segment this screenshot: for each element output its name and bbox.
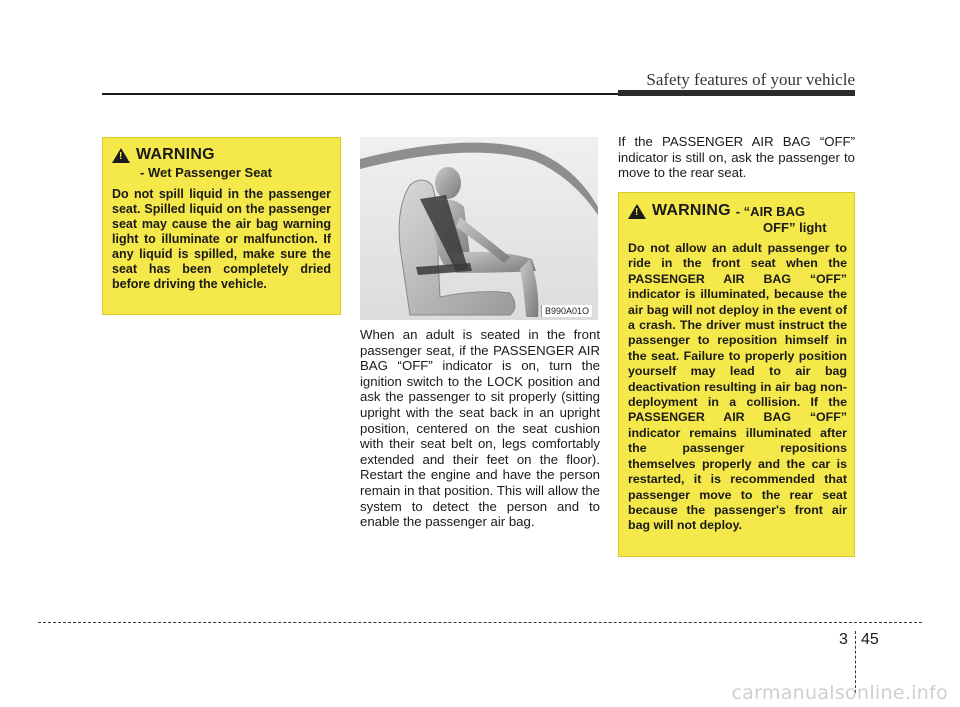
warning-subtitle-line2: OFF” light — [763, 220, 827, 235]
footer-rule — [38, 622, 922, 623]
figure-code: B990A01O — [541, 305, 592, 317]
body-text-column-2: When an adult is seated in the front passenger seat, if the PASSENGER AIR BAG “OFF” indicator is on, turn the ignition switch to the LOCK position and ask the passenger to sit properly (sitting upright with the seat back in an upright position, centered on the seat cushion with their seat belt on, legs comfortably extended and their feet on the floor). Restart the engine and have the person remain in that position. This will allow the system to detect the person and to enable the passenger air bag. — [360, 327, 600, 530]
warning-body: Do not allow an adult passenger to ride in the front seat when the PASSENGER AIR BAG “OFF” indicator is illuminated, because the air bag will not deploy in the event of a crash. The driver must instruct the passenger to reposition himself in the seat. Failure to properly position yourself may lead to air bag deactivation resulting in air bag non-deployment in a collision. If the PASSENGER AIR BAG “OFF” indicator remains illuminated after the passenger repositions themselves properly and the car is restarted, it is recommended that passenger move to the rear seat because the passenger's front air bag will not deploy. — [628, 241, 847, 533]
warning-subtitle: - Wet Passenger Seat — [140, 165, 272, 180]
warning-triangle-icon: ! — [628, 204, 646, 219]
warning-title: WARNING — [136, 146, 215, 163]
page-number: 45 — [861, 631, 879, 648]
warning-triangle-icon: ! — [112, 148, 130, 163]
warning-box-wet-seat — [102, 137, 341, 315]
warning-box-airbag-off — [618, 192, 855, 557]
warning-body: Do not spill liquid in the passenger seat. Spilled liquid on the passenger seat may cause the air bag warning light to illuminate or malfunction. If any liquid is spilled, make sure the seat has been completely dried before driving the vehicle. — [112, 187, 331, 291]
warning-title: WARNING — [652, 202, 731, 219]
passenger-seat-figure — [360, 137, 598, 320]
seated-passenger-illustration-icon — [360, 137, 598, 320]
chapter-number: 3 — [839, 631, 848, 648]
warning-header — [628, 202, 847, 220]
page-header-title: Safety features of your vehicle — [646, 70, 855, 89]
warning-header — [112, 146, 331, 164]
body-text-column-3: If the PASSENGER AIR BAG “OFF” indicator is still on, ask the passenger to move to the rear seat. — [618, 134, 855, 181]
watermark: carmanualsonline.info — [731, 682, 948, 704]
header-rule-accent — [618, 90, 855, 96]
warning-subtitle-line1: - “AIR BAG — [735, 203, 806, 219]
